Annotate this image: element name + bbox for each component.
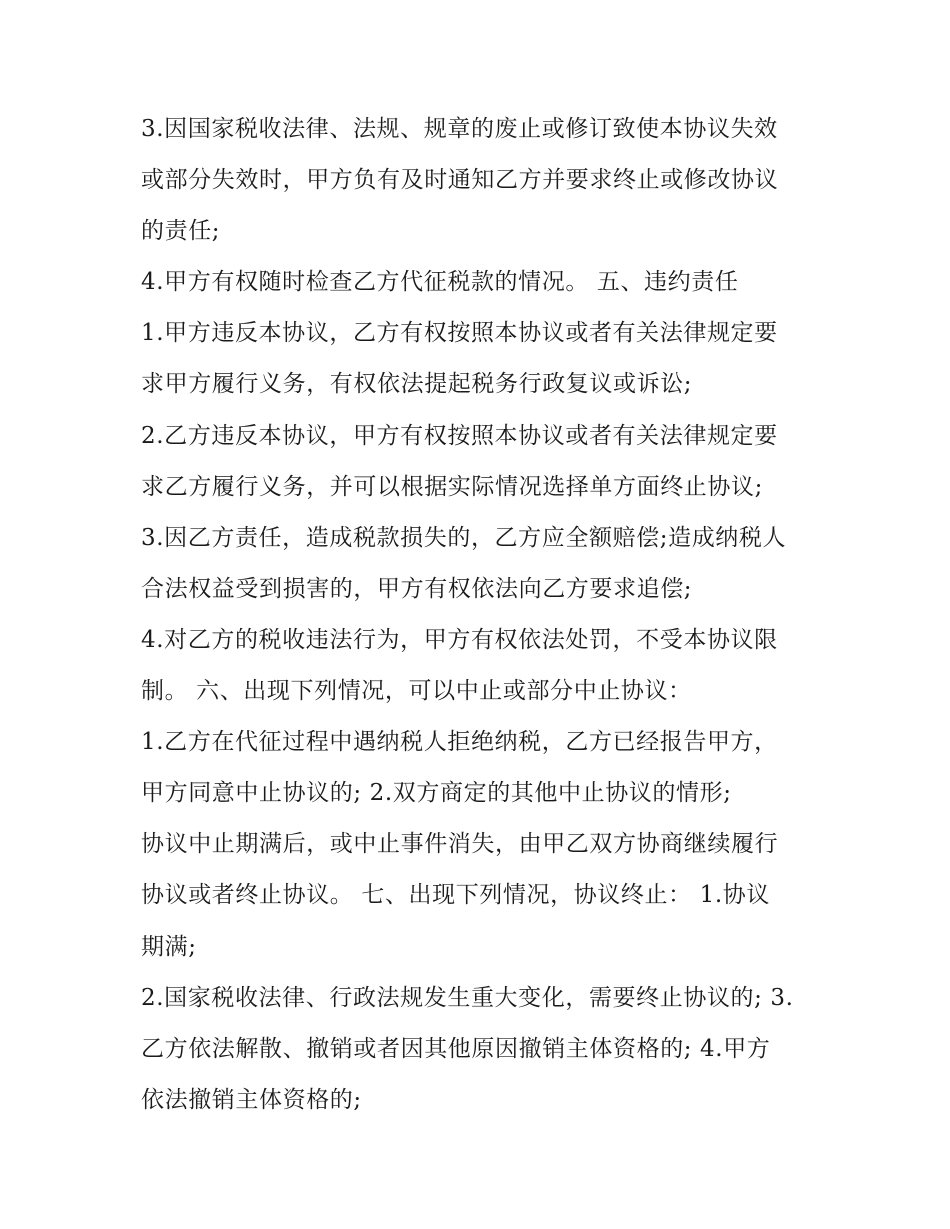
text-line: 期满; bbox=[141, 933, 197, 960]
text-line: 或部分失效时，甲方负有及时通知乙方并要求终止或修改协议 bbox=[141, 167, 779, 194]
text-line: 协议中止期满后，或中止事件消失，由甲乙双方协商继续履行 bbox=[141, 831, 779, 858]
text-line: 1.乙方在代征过程中遇纳税人拒绝纳税，乙方已经报告甲方， bbox=[141, 729, 778, 756]
text-line: 乙方依法解散、撤销或者因其他原因撤销主体资格的; 4.甲方 bbox=[141, 1035, 771, 1062]
text-line: 4.对乙方的税收违法行为，甲方有权依法处罚，不受本协议限 bbox=[141, 626, 778, 653]
text-line: 3.因乙方责任，造成税款损失的，乙方应全额赔偿;造成纳税人 bbox=[141, 524, 787, 551]
text-line: 1.甲方违反本协议，乙方有权按照本协议或者有关法律规定要 bbox=[141, 320, 778, 347]
text-line: 依法撤销主体资格的; bbox=[141, 1086, 362, 1113]
text-line: 合法权益受到损害的，甲方有权依法向乙方要求追偿; bbox=[141, 575, 693, 602]
text-line: 制。 六、出现下列情况，可以中止或部分中止协议： bbox=[141, 678, 692, 705]
text-line: 3.因国家税收法律、法规、规章的废止或修订致使本协议失效 bbox=[141, 116, 778, 142]
text-line: 2.国家税收法律、行政法规发生重大变化，需要终止协议的; 3. bbox=[141, 984, 794, 1011]
text-line: 4.甲方有权随时检查乙方代征税款的情况。 五、违约责任 bbox=[141, 269, 739, 296]
text-line: 求甲方履行义务，有权依法提起税务行政复议或诉讼; bbox=[141, 371, 693, 398]
text-line: 协议或者终止协议。 七、出现下列情况，协议终止： 1.协议 bbox=[141, 882, 770, 909]
text-line: 的责任; bbox=[141, 218, 221, 245]
text-line: 求乙方履行义务，并可以根据实际情况选择单方面终止协议; bbox=[141, 473, 763, 500]
text-line: 2.乙方违反本协议，甲方有权按照本协议或者有关法律规定要 bbox=[141, 422, 778, 449]
text-line: 甲方同意中止协议的; 2.双方商定的其他中止协议的情形; bbox=[141, 780, 732, 807]
document-body bbox=[141, 109, 831, 1131]
